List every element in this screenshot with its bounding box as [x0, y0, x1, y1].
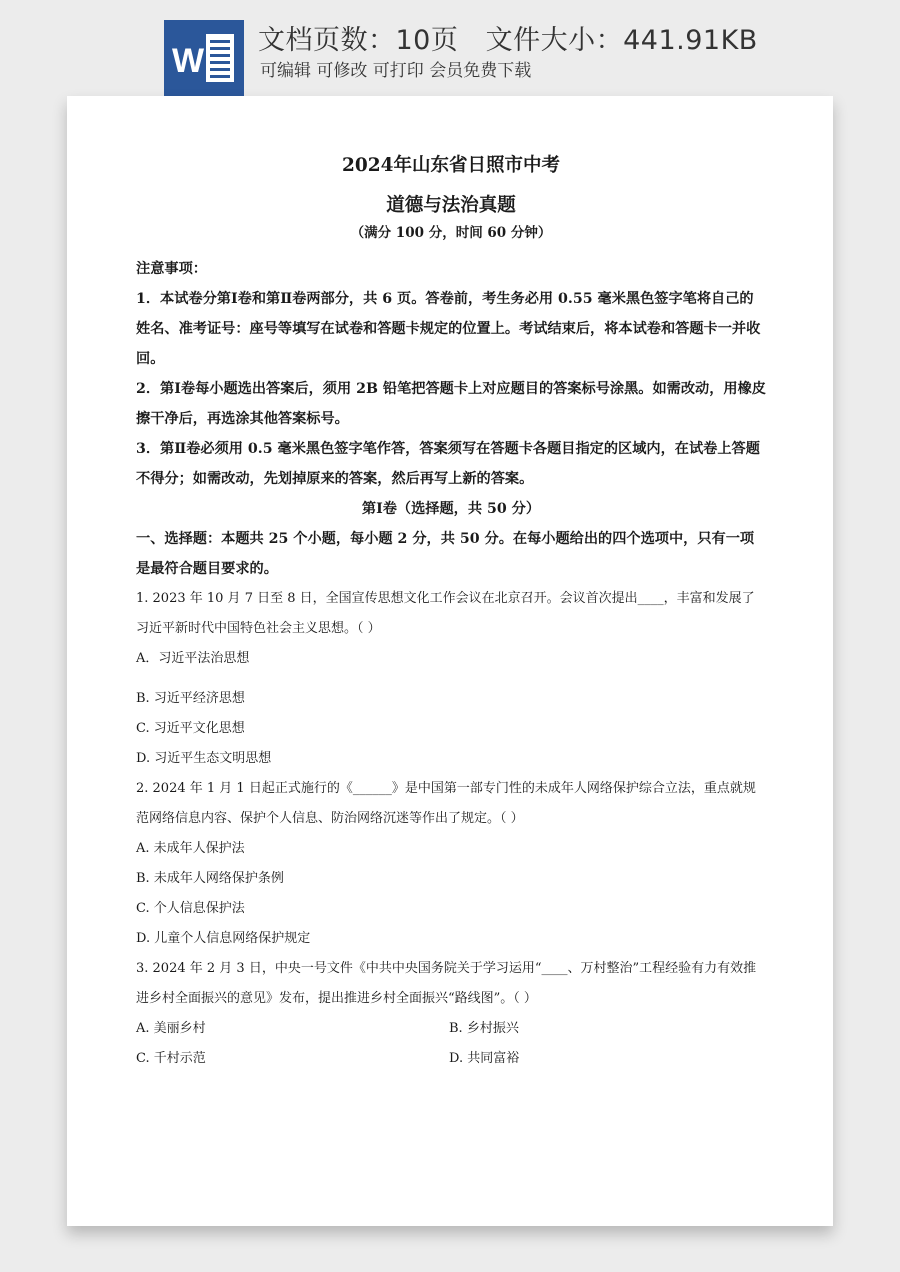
question-stem: 1. 2023 年 10 月 7 日至 8 日，全国宣传思想文化工作会议在北京召开。会议首次提出____，丰富和发展了习近平新时代中国特色社会主义思想。（ ） [136, 591, 755, 636]
question-stem: 2. 2024 年 1 月 1 日起正式施行的《______》是中国第一部专门性的未成年人网络保护综合立法，重点就规范网络信息内容、保护个人信息、防治网络沉迷等作出了规定。（ ） [136, 781, 756, 826]
word-icon [164, 20, 244, 96]
banner-title: 文档页数：10页 文件大小：441.91KB [258, 25, 758, 56]
option-b: B. 乡村振兴 [449, 1021, 519, 1036]
option-row [136, 1014, 766, 1044]
download-banner [0, 0, 900, 96]
document-page [67, 96, 833, 1226]
option-c: C. 千村示范 [136, 1051, 206, 1066]
banner-subtitle: 可编辑 可修改 可打印 会员免费下载 [260, 61, 532, 81]
option-a: A．习近平法治思想 [136, 651, 250, 666]
exam-info: （满分 100 分，时间 60 分钟） [350, 225, 552, 241]
notice-item: 2．第Ⅰ卷每小题选出答案后，须用 2B 铅笔把答题卡上对应题目的答案标号涂黑。如需改动，用橡皮擦干净后，再选涂其他答案标号。 [136, 381, 766, 427]
option-d: D. 习近平生态文明思想 [136, 751, 272, 766]
option-c: C. 个人信息保护法 [136, 901, 245, 916]
option-a: A. 未成年人保护法 [136, 841, 245, 856]
option-d: D. 儿童个人信息网络保护规定 [136, 931, 311, 946]
page-content [136, 154, 766, 1074]
notice-heading: 注意事项： [136, 261, 207, 277]
question-stem: 3. 2024 年 2 月 3 日，中央一号文件《中共中央国务院关于学习运用“____、万村整治”工程经验有力有效推进乡村全面振兴的意见》发布，提出推进乡村全面振兴“路线图”。（ ） [136, 961, 757, 1006]
option-c: C. 习近平文化思想 [136, 721, 245, 736]
option-row [136, 1044, 766, 1074]
option-d: D. 共同富裕 [449, 1051, 520, 1066]
notice-item: 3．第Ⅱ卷必须用 0.5 毫米黑色签字笔作答，答案须写在答题卡各题目指定的区域内，在试卷上答题不得分；如需改动，先划掉原来的答案，然后再写上新的答案。 [136, 441, 760, 487]
option-b: B. 未成年人网络保护条例 [136, 871, 284, 886]
exam-title: 2024年山东省日照市中考 [342, 155, 560, 176]
part-instructions: 一、选择题：本题共 25 个小题，每小题 2 分，共 50 分。在每小题给出的四个选项中，只有一项是最符合题目要求的。 [136, 531, 755, 577]
option-a: A. 美丽乡村 [136, 1021, 206, 1036]
notice-item: 1．本试卷分第Ⅰ卷和第Ⅱ卷两部分，共 6 页。答卷前，考生务必用 0.55 毫米黑色签字笔将自己的姓名、准考证号：座号等填写在试卷和答题卡规定的位置上。考试结束后，将本试卷和答题卡一并收回。 [136, 291, 761, 367]
svg-text:W: W [171, 42, 205, 80]
section-heading: 第Ⅰ卷（选择题，共 50 分） [361, 501, 541, 517]
option-b: B. 习近平经济思想 [136, 691, 245, 706]
exam-subject: 道德与法治真题 [386, 195, 516, 216]
